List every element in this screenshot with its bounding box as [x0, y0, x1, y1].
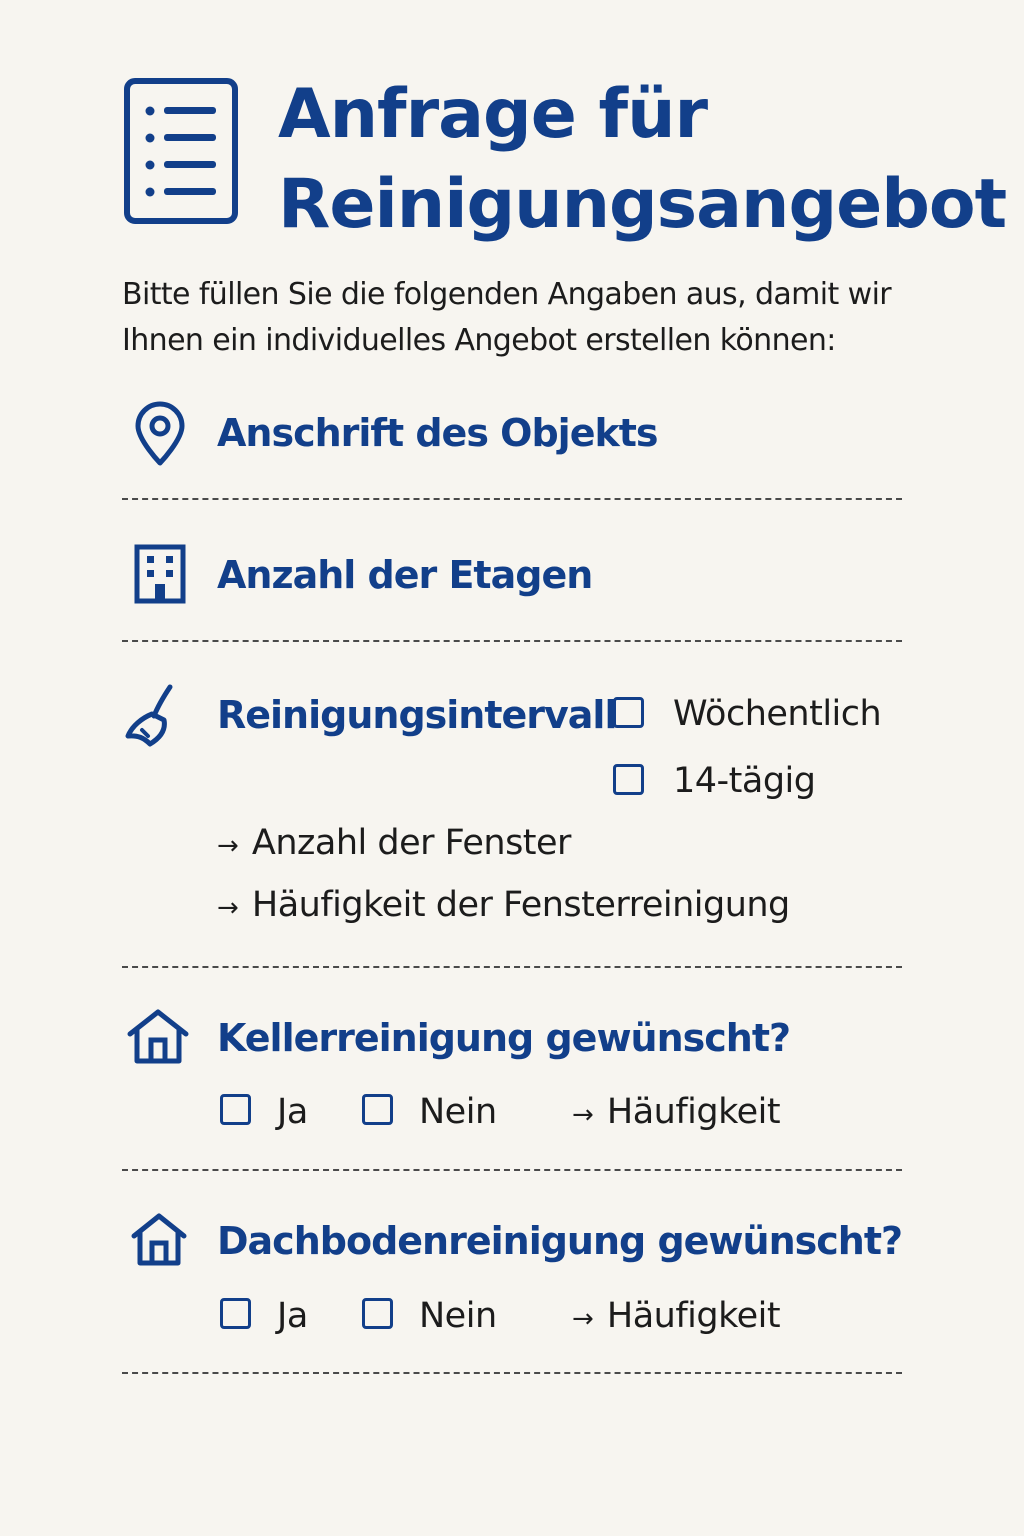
building-icon — [134, 544, 186, 608]
option-weekly-label: Wöchentlich — [673, 694, 882, 734]
section-label-attic: Dachbodenreinigung gewünscht? — [217, 1219, 903, 1263]
house-icon — [130, 1212, 188, 1270]
intro-text — [122, 272, 922, 364]
cellar-frequency-label: Häufigkeit — [606, 1092, 781, 1132]
subitem-window-count-label: Anzahl der Fenster — [251, 823, 571, 863]
divider — [122, 640, 902, 642]
subitem-window-frequency — [217, 885, 790, 925]
checkbox-cellar-no[interactable] — [362, 1094, 393, 1125]
intro-line2: Ihnen ein individuelles Angebot erstellen können: — [122, 323, 836, 358]
section-label-cellar: Kellerreinigung gewünscht? — [217, 1016, 791, 1060]
page-title-line2: Reinigungsangebot — [278, 165, 1007, 244]
intro-line1: Bitte füllen Sie die folgenden Angaben aus, damit wir — [122, 277, 892, 312]
checkbox-attic-no[interactable] — [362, 1298, 393, 1329]
arrow-right-icon: → — [572, 1100, 594, 1130]
cellar-no-label: Nein — [419, 1092, 497, 1132]
arrow-right-icon: → — [217, 893, 239, 923]
document-list-icon — [124, 78, 238, 228]
arrow-right-icon: → — [572, 1304, 594, 1334]
divider — [122, 1372, 902, 1374]
checkbox-cellar-yes[interactable] — [220, 1094, 251, 1125]
divider — [122, 498, 902, 500]
section-label-floors: Anzahl der Etagen — [217, 553, 593, 597]
section-label-address: Anschrift des Objekts — [217, 411, 658, 455]
broom-icon — [124, 684, 180, 752]
attic-no-label: Nein — [419, 1296, 497, 1336]
subitem-window-count — [217, 823, 571, 863]
checkbox-biweekly[interactable] — [613, 764, 644, 795]
attic-yes-label: Ja — [277, 1296, 308, 1336]
cellar-yes-label: Ja — [277, 1092, 308, 1132]
option-biweekly-label: 14-tägig — [673, 761, 816, 801]
divider — [122, 966, 902, 968]
house-icon — [126, 1008, 190, 1068]
attic-frequency — [572, 1296, 781, 1336]
attic-frequency-label: Häufigkeit — [606, 1296, 781, 1336]
page-title — [278, 70, 1007, 250]
arrow-right-icon: → — [217, 831, 239, 861]
checkbox-attic-yes[interactable] — [220, 1298, 251, 1329]
checkbox-weekly[interactable] — [613, 697, 644, 728]
divider — [122, 1169, 902, 1171]
section-label-interval: Reinigungsintervall — [217, 693, 617, 737]
subitem-window-frequency-label: Häufigkeit der Fensterreinigung — [251, 885, 790, 925]
cellar-frequency — [572, 1092, 781, 1132]
page-title-line1: Anfrage für — [278, 75, 708, 154]
location-pin-icon — [134, 402, 186, 470]
